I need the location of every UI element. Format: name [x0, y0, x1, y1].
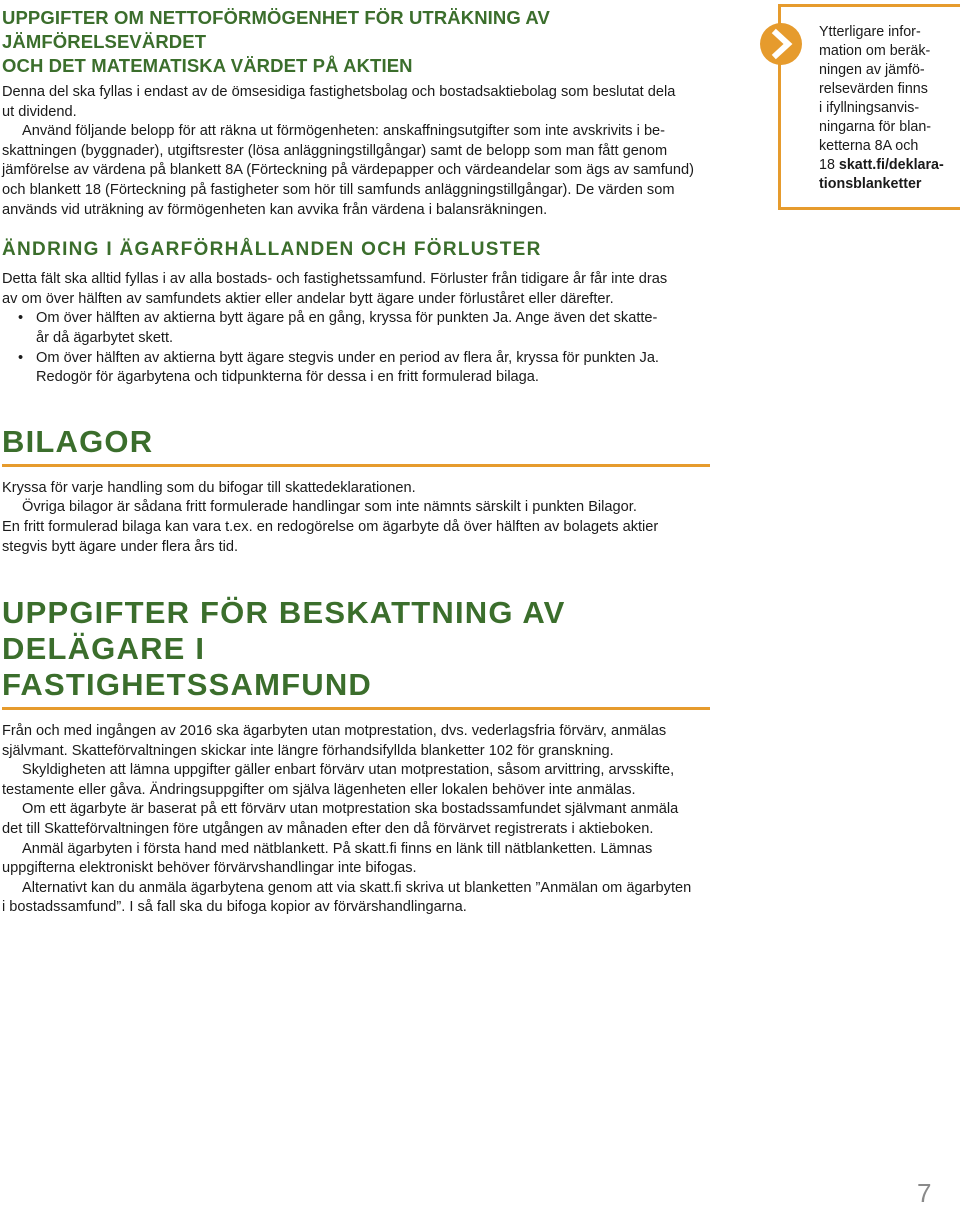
- text-line: Ytterligare infor-: [819, 24, 921, 40]
- text-line: Om över hälften av aktierna bytt ägare stegvis under en period av flera år, kryssa för punkten Ja.: [36, 349, 659, 366]
- list-item: [2, 349, 710, 388]
- text-line: Denna del ska fyllas i endast av de ömsesidiga fastighetsbolag och bostadsaktiebolag som beslutat dela: [2, 84, 676, 100]
- text-line: Redogör för ägarbytena och tidpunkterna för dessa i en fritt formulerad bilaga.: [36, 369, 539, 386]
- paragraph: [2, 840, 710, 879]
- chevron-right-icon: [760, 23, 802, 65]
- section-title-net-wealth: [2, 6, 710, 78]
- text-line: Alternativt kan du anmäla ägarbytena genom att via skatt.fi skriva ut blanketten ”Anmälan om ägarbyten: [22, 879, 692, 896]
- paragraph: [2, 722, 710, 761]
- main-column: [2, 0, 710, 918]
- text-line: av om över hälften av samfundets aktier eller andelar bytt ägare under förluståret eller därefter.: [2, 290, 614, 307]
- paragraph: [2, 270, 710, 309]
- divider: [2, 464, 710, 467]
- text-line: En fritt formulerad bilaga kan vara t.ex. en redogörelse om ägarbyte då över hälften av bolagets aktier: [2, 518, 659, 535]
- text-line: i ifyllningsanvis-: [819, 100, 920, 116]
- text-line: Skyldigheten att lämna uppgifter gäller enbart förvärv utan motprestation, såsom arvittring, arvsskifte,: [22, 762, 675, 779]
- section-title-shareholders: [2, 595, 710, 703]
- text-line: Från och med ingången av 2016 ska ägarbyten utan motprestation, dvs. vederlagsfria förvärv, anmälas: [2, 723, 667, 740]
- text-line: jämförelse av värdena på blankett 8A (Förteckning på värdepapper och värdeandelar som ägs av samfund): [2, 162, 694, 179]
- text-line: år då ägarbytet skett.: [36, 329, 174, 346]
- text-line: ningen av jämfö-: [819, 62, 925, 78]
- text-line: självmant. Skatteförvaltningen skickar inte längre förhandsifyllda blanketter 102 för granskning.: [2, 742, 614, 759]
- text-line: det till Skatteförvaltningen före utgången av månaden efter den då förvärvet registrerats i aktieboken.: [2, 821, 654, 838]
- text-line: Anmäl ägarbyten i första hand med nätblankett. På skatt.fi finns en länk till nätblanketten. Lämnas: [22, 840, 653, 857]
- text-line: stegvis bytt ägare under flera års tid.: [2, 538, 239, 555]
- paragraph: [2, 879, 710, 918]
- text-line: ningarna för blan-: [819, 119, 932, 135]
- title-line: UPPGIFTER OM NETTOFÖRMÖGENHET FÖR UTRÄKNING AV JÄMFÖRELSEVÄRDET: [2, 7, 550, 52]
- section-title-ownership: ÄNDRING I ÄGARFÖRHÅLLANDEN OCH FÖRLUSTER: [2, 239, 542, 261]
- text-line: ut dividend.: [2, 103, 77, 120]
- sidebar-text: [819, 23, 959, 194]
- paragraph: Kryssa för varje handling som du bifogar till skattedeklarationen.: [2, 479, 416, 496]
- text-line: Detta fält ska alltid fyllas i av alla bostads- och fastighetssamfund. Förluster från tidigare år får inte dras: [2, 271, 668, 288]
- link-skatt-fi[interactable]: skatt.fi/deklara-: [838, 157, 944, 173]
- text-line: uppgifterna elektroniskt behöver förvärvshandlingar inte bifogas.: [2, 860, 417, 877]
- bullet-list: [2, 309, 710, 387]
- info-sidebar: [778, 4, 960, 210]
- paragraph: [2, 122, 710, 220]
- title-line: FASTIGHETSSAMFUND: [2, 667, 373, 703]
- link-skatt-fi[interactable]: tionsblanketter: [819, 176, 922, 192]
- list-item: [2, 309, 710, 348]
- text-line: Om över hälften av aktierna bytt ägare på en gång, kryssa för punkten Ja. Ange även det skatte-: [36, 310, 658, 327]
- divider: [2, 707, 710, 710]
- paragraph: [2, 498, 710, 557]
- paragraph: [2, 800, 710, 839]
- paragraph: [2, 83, 710, 122]
- section-title-attachments: BILAGOR: [2, 423, 154, 459]
- title-line: UPPGIFTER FÖR BESKATTNING AV DELÄGARE I: [2, 595, 566, 667]
- text-line: Använd följande belopp för att räkna ut förmögenheten: anskaffningsutgifter som inte avskrivits i be-: [22, 123, 666, 140]
- text-line: Övriga bilagor är sådana fritt formulerade handlingar som inte nämnts särskilt i punkten Bilagor.: [22, 499, 637, 516]
- text-line: ketterna 8A och: [819, 138, 919, 154]
- bullet-icon: •: [18, 349, 24, 366]
- text-line: i bostadssamfund”. I så fall ska du bifoga kopior av förvärshandlingarna.: [2, 899, 467, 916]
- text-line: Om ett ägarbyte är baserat på ett förvärv utan motprestation ska bostadssamfundet självmant anmäla: [22, 801, 679, 818]
- bullet-icon: •: [18, 310, 24, 327]
- text-line: används vid uträkning av förmögenheten kan avvika från värdena i balansräkningen.: [2, 201, 548, 218]
- text-line: 18: [819, 157, 839, 173]
- text-line: och blankett 18 (Förteckning på fastigheter som hör till samfunds anläggningstillgångar). De värden som: [2, 181, 675, 198]
- text-line: testamente eller gåva. Ändringsuppgifter om själva lägenheten eller lokalen behöver inte anmälas.: [2, 781, 636, 798]
- text-line: relsevärden finns: [819, 81, 928, 97]
- text-line: mation om beräk-: [819, 43, 931, 59]
- page-number: 7: [917, 1178, 932, 1208]
- paragraph: [2, 761, 710, 800]
- text-line: skattningen (byggnader), utgiftsrester (lösa anläggningstillgångar) samt de belopp som man fått genom: [2, 142, 668, 159]
- title-line: OCH DET MATEMATISKA VÄRDET PÅ AKTIEN: [2, 55, 413, 76]
